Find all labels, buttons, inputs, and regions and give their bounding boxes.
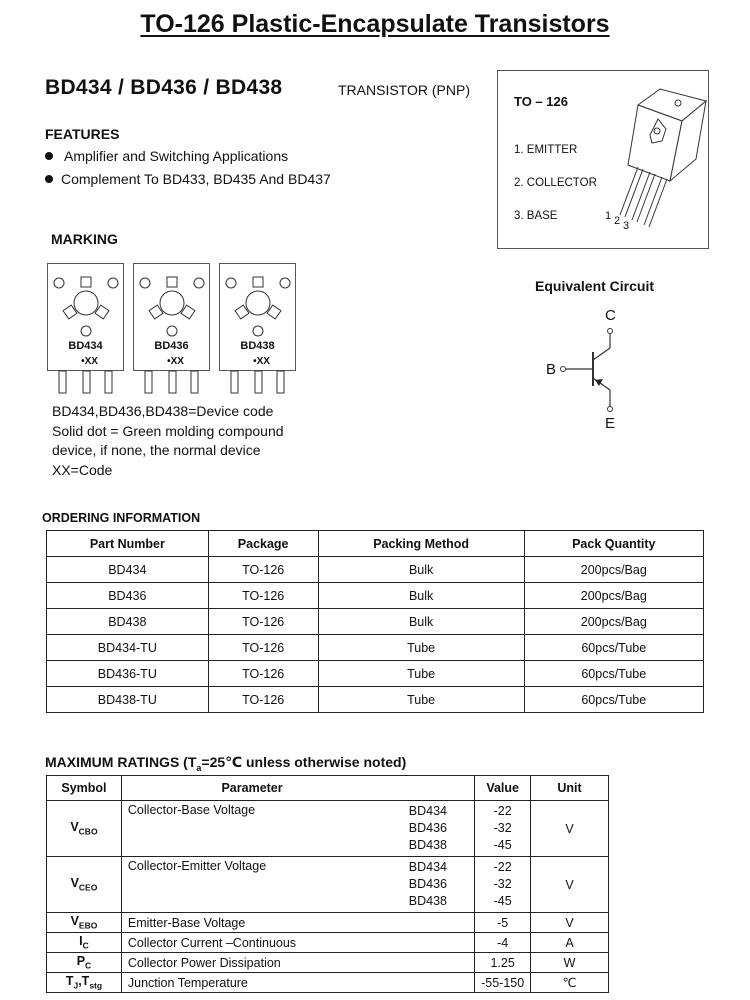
- part: BD438: [408, 838, 447, 852]
- cell: 200pcs/Bag: [524, 609, 703, 635]
- part: BD436: [408, 821, 447, 835]
- symbol: ,T: [78, 974, 90, 989]
- symbol-subscript: C: [82, 940, 89, 951]
- parameter-cell: Collector Current –Continuous: [121, 933, 474, 953]
- device-code: BD436: [154, 340, 189, 352]
- unit-cell: A: [531, 933, 609, 953]
- cell: Tube: [318, 635, 524, 661]
- part-list: [401, 857, 475, 913]
- cell: 60pcs/Tube: [524, 661, 703, 687]
- symbol: P: [76, 954, 86, 969]
- value-cell: 1.25: [475, 953, 531, 973]
- symbol-subscript: stg: [89, 980, 103, 991]
- transistor-type: TRANSISTOR (PNP): [338, 82, 470, 98]
- heading-text: MAXIMUM RATINGS (T: [45, 754, 197, 770]
- marking-device-1: [47, 263, 127, 403]
- column-header: Unit: [531, 776, 609, 801]
- features-heading: FEATURES: [45, 126, 120, 142]
- pin-number-1: 1: [605, 210, 612, 222]
- symbol: V: [70, 914, 79, 929]
- value: -32: [493, 821, 512, 835]
- cell: Tube: [318, 661, 524, 687]
- cell: TO-126: [208, 583, 318, 609]
- legend-line: device, if none, the normal device: [52, 442, 261, 458]
- marking-legend: [52, 402, 284, 480]
- emitter-label: E: [605, 415, 616, 432]
- marking-device-2: [133, 263, 213, 403]
- value: -45: [493, 894, 512, 908]
- feature-text: Amplifier and Switching Applications: [64, 148, 289, 164]
- pin-2-label: 2. COLLECTOR: [514, 177, 597, 189]
- feature-item-1: [45, 148, 288, 164]
- part: BD434: [408, 860, 447, 874]
- max-ratings-heading: [45, 754, 406, 773]
- cell: Tube: [318, 687, 524, 713]
- column-header-text: Parameter: [221, 781, 283, 795]
- table-header-row: [47, 776, 609, 801]
- cell: Bulk: [318, 557, 524, 583]
- part-list: [401, 801, 475, 857]
- table-row: [47, 557, 704, 583]
- cell: TO-126: [208, 635, 318, 661]
- marking-outline-icon: [47, 263, 127, 398]
- table-row: [47, 801, 609, 857]
- to126-package-drawing: [598, 77, 708, 237]
- heading-subscript: a: [196, 762, 202, 773]
- bullet-icon: [45, 175, 53, 183]
- table-row: [47, 953, 609, 973]
- package-name: TO – 126: [514, 94, 568, 109]
- symbol-cell: [47, 801, 122, 857]
- ordering-heading: ORDERING INFORMATION: [42, 511, 201, 525]
- value-cell: -55-150: [475, 973, 531, 993]
- package-box: [497, 70, 709, 249]
- value-cell: [475, 801, 531, 857]
- table-row: [47, 857, 609, 913]
- legend-line: BD434,BD436,BD438=Device code: [52, 403, 274, 419]
- legend-line: XX=Code: [52, 461, 113, 478]
- unit-cell: W: [531, 953, 609, 973]
- pin-1-label: 1. EMITTER: [514, 144, 578, 156]
- value-cell: [475, 857, 531, 913]
- table-row: [47, 661, 704, 687]
- cell: BD434: [47, 557, 209, 583]
- cell: Bulk: [318, 609, 524, 635]
- table-row: [47, 973, 609, 993]
- symbol: T: [65, 974, 74, 989]
- max-ratings-table: [46, 775, 609, 993]
- device-subcode: •XX: [167, 356, 184, 367]
- cell: TO-126: [208, 557, 318, 583]
- collector-label: C: [605, 307, 616, 324]
- table-row: [47, 687, 704, 713]
- marking-outline-icon: [219, 263, 299, 398]
- symbol-cell: [47, 913, 122, 933]
- legend-line: Solid dot = Green molding compound: [52, 422, 284, 439]
- symbol-cell: [47, 857, 122, 913]
- part: BD436: [408, 877, 447, 891]
- unit-cell: V: [531, 913, 609, 933]
- symbol-subscript: CBO: [78, 826, 98, 837]
- symbol-cell: [47, 953, 122, 973]
- part-numbers: BD434 / BD436 / BD438: [45, 76, 283, 99]
- cell: BD436: [47, 583, 209, 609]
- page-title: TO-126 Plastic-Encapsulate Transistors: [140, 10, 610, 38]
- ordering-table: [46, 530, 704, 713]
- value-cell: -4: [475, 933, 531, 953]
- marking-outline-icon: [133, 263, 213, 398]
- equivalent-circuit: [535, 306, 675, 436]
- feature-item-2: [45, 171, 331, 187]
- cell: 200pcs/Bag: [524, 557, 703, 583]
- column-header: [121, 776, 474, 801]
- value: -32: [493, 877, 512, 891]
- column-header: Package: [208, 531, 318, 557]
- pin-number-2: 2: [614, 215, 621, 227]
- device-code: BD438: [240, 340, 275, 352]
- cell: TO-126: [208, 687, 318, 713]
- part: BD434: [408, 804, 447, 818]
- cell: BD438-TU: [47, 687, 209, 713]
- cell: 60pcs/Tube: [524, 635, 703, 661]
- parameter-cell: Collector Power Dissipation: [121, 953, 474, 973]
- symbol-subscript: C: [85, 960, 92, 971]
- device-subcode: •XX: [253, 356, 270, 367]
- symbol-subscript: EBO: [78, 920, 98, 931]
- value: -22: [493, 860, 512, 874]
- marking-device-3: [219, 263, 299, 403]
- cell: 200pcs/Bag: [524, 583, 703, 609]
- table-row: [47, 635, 704, 661]
- cell: Bulk: [318, 583, 524, 609]
- column-header: Packing Method: [318, 531, 524, 557]
- table-row: [47, 933, 609, 953]
- pin-number-3: 3: [623, 220, 630, 232]
- symbol: V: [70, 876, 79, 891]
- marking-heading: MARKING: [51, 231, 118, 247]
- value: -22: [493, 804, 512, 818]
- cell: BD434-TU: [47, 635, 209, 661]
- cell: TO-126: [208, 661, 318, 687]
- column-header: Value: [475, 776, 531, 801]
- bullet-icon: [45, 152, 53, 160]
- pin-3-label: 3. BASE: [514, 210, 558, 222]
- parameter-cell: Collector-Emitter Voltage: [121, 857, 400, 913]
- device-subcode: •XX: [81, 356, 98, 367]
- cell: BD436-TU: [47, 661, 209, 687]
- feature-text: Complement To BD433, BD435 And BD437: [61, 171, 331, 187]
- table-row: [47, 609, 704, 635]
- value: -45: [493, 838, 512, 852]
- parameter-cell: Emitter-Base Voltage: [121, 913, 474, 933]
- value-cell: -5: [475, 913, 531, 933]
- unit-cell: V: [531, 801, 609, 857]
- table-header-row: [47, 531, 704, 557]
- parameter-cell: Junction Temperature: [121, 973, 474, 993]
- column-header: Pack Quantity: [524, 531, 703, 557]
- symbol-cell: [47, 933, 122, 953]
- column-header: Part Number: [47, 531, 209, 557]
- heading-text: =25℃ unless otherwise noted): [201, 754, 407, 770]
- device-code: BD434: [68, 340, 103, 352]
- table-row: [47, 913, 609, 933]
- symbol-cell: [47, 973, 122, 993]
- symbol: I: [79, 934, 83, 949]
- symbol: V: [70, 820, 79, 835]
- table-row: [47, 583, 704, 609]
- part: BD438: [408, 894, 447, 908]
- symbol-subscript: CEO: [78, 882, 98, 893]
- cell: BD438: [47, 609, 209, 635]
- equivalent-circuit-heading: Equivalent Circuit: [535, 278, 655, 294]
- unit-cell: ℃: [531, 973, 609, 993]
- cell: TO-126: [208, 609, 318, 635]
- parameter-cell: Collector-Base Voltage: [121, 801, 400, 857]
- column-header: Symbol: [47, 776, 122, 801]
- cell: 60pcs/Tube: [524, 687, 703, 713]
- base-label: B: [546, 361, 557, 378]
- symbol-subscript: J: [73, 980, 79, 991]
- unit-cell: V: [531, 857, 609, 913]
